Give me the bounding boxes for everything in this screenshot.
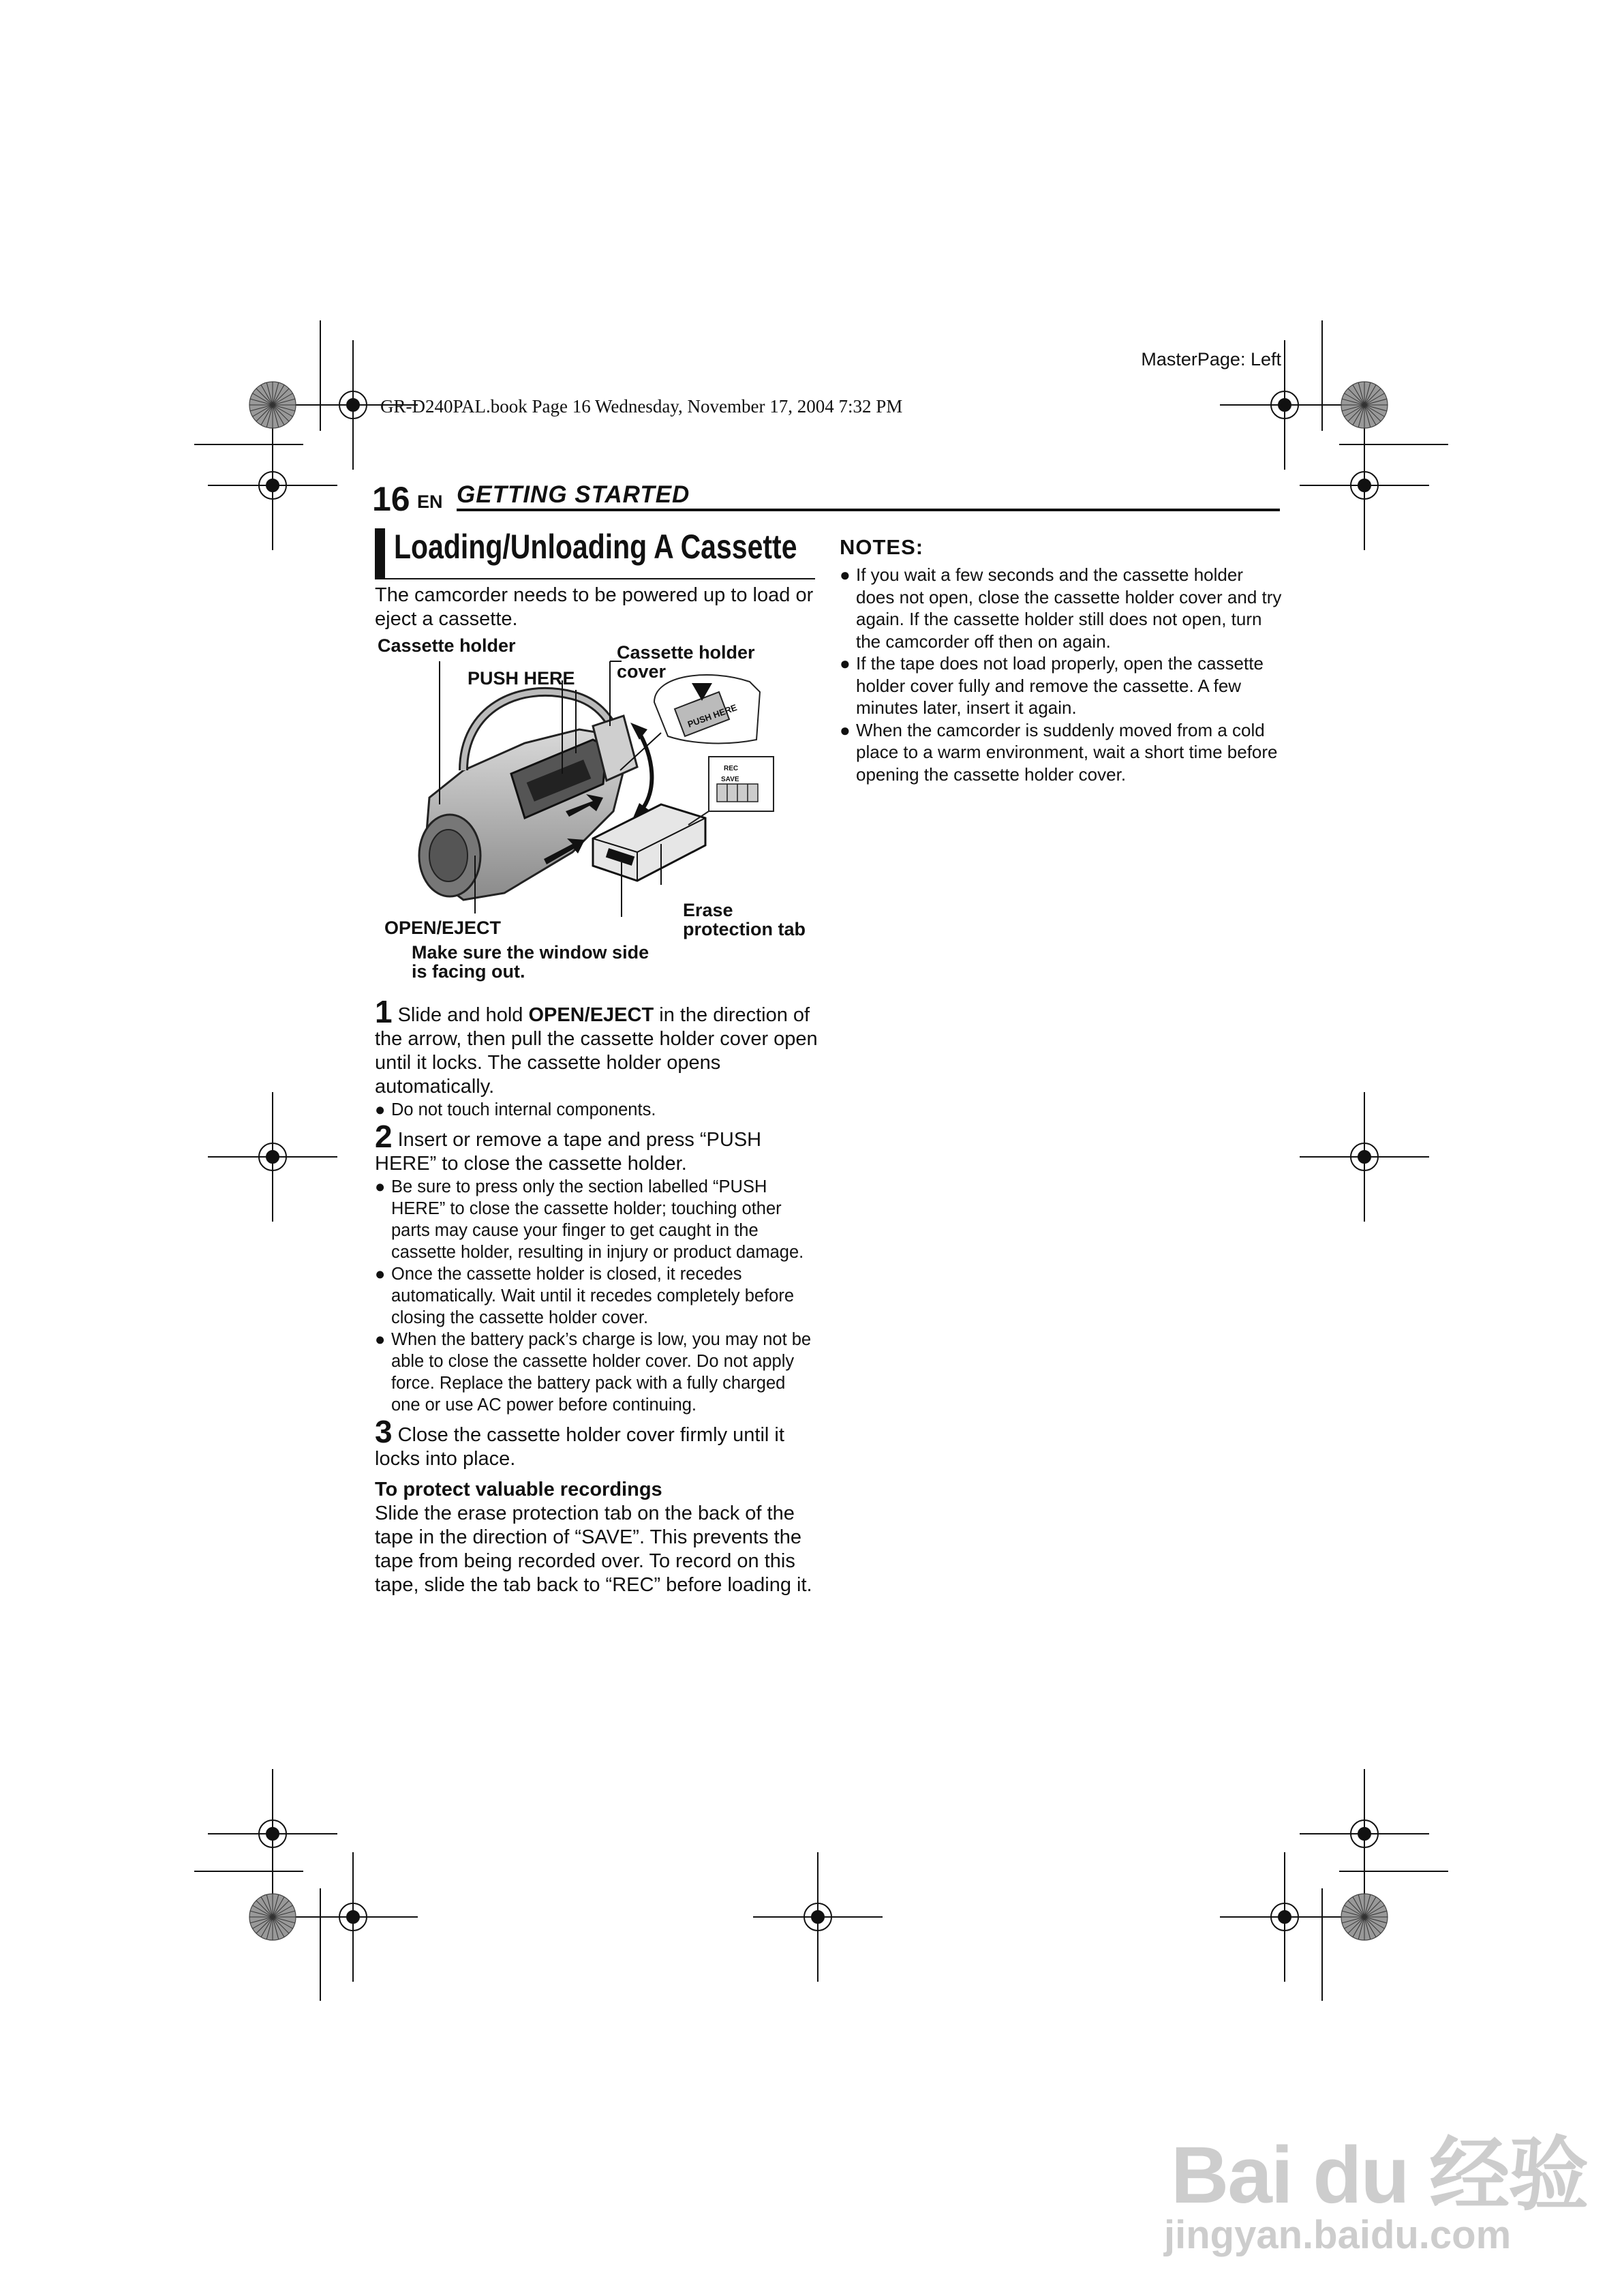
camcorder-illustration (368, 627, 831, 995)
step-3 (375, 1414, 818, 1471)
steps-column (375, 994, 818, 1597)
page-number: 16 (372, 480, 410, 518)
step-1-number: 1 (375, 994, 393, 1029)
language-code: EN (417, 492, 443, 512)
inset-push-here: PUSH HERE (686, 702, 739, 730)
header-rule (457, 509, 1280, 511)
note-item: ● When the camcorder is suddenly moved from a cold place to a warm environment, wait a short time before opening the cassette holder cover. (840, 719, 1278, 785)
step-2-bullet-1: ● Be sure to press only the section labelled “PUSH HERE” to close the cassette holder; touching other parts may cause your finger to get caught in the cassette holder, resulting in injury or product damage. (375, 1177, 804, 1262)
label-erase-line1: Erase (683, 900, 733, 920)
step-1-text-b: in the direction of the arrow, then pull the cassette holder cover open until it locks. The cassette holder opens automatically. (375, 1004, 818, 1098)
step-2-text: Insert or remove a tape and press “PUSH HERE” to close the cassette holder. (375, 1129, 762, 1175)
label-window-line1: Make sure the window side (412, 942, 649, 963)
label-erase-line2: protection tab (683, 919, 806, 939)
intro-text (375, 584, 818, 631)
tab-rec-label: REC (724, 765, 739, 772)
step-1-text-a: Slide and hold (397, 1004, 529, 1026)
label-window-line2: is facing out. (412, 961, 525, 982)
section-title: GETTING STARTED (457, 481, 690, 508)
title-rule (375, 578, 815, 579)
intro-paragraph: The camcorder needs to be powered up to load or eject a cassette. (375, 584, 814, 630)
label-open-eject: OPEN/EJECT (384, 918, 502, 938)
protect-text: Slide the erase protection tab on the back of the tape in the direction of “SAVE”. This prevents the tape from being recorded over. To record on this tape, slide the tab back to “REC” before loading it. (375, 1502, 812, 1596)
title-bar (375, 528, 385, 579)
cassette-figure (368, 627, 831, 995)
book-slug-line: GR-D240PAL.book Page 16 Wednesday, November 17, 2004 7:32 PM (380, 396, 903, 417)
tab-save-label: SAVE (721, 776, 739, 783)
step-2 (375, 1119, 818, 1176)
master-page-label: MasterPage: Left (1141, 349, 1281, 369)
watermark-url: jingyan.baidu.com (1164, 2213, 1512, 2257)
notes-column (840, 535, 1283, 785)
watermark-brand: Bai du 经验 (1171, 2130, 1588, 2220)
label-cassette-holder: Cassette holder (378, 635, 516, 656)
note-item: ● If you wait a few seconds and the cassette holder does not open, close the cassette holder cover and try again. If the cassette holder still does not open, turn the camcorder off then on again. (840, 564, 1282, 652)
notes-title: NOTES: (840, 535, 924, 559)
step-2-number: 2 (375, 1119, 393, 1154)
step-1 (375, 994, 818, 1099)
step-1-bullet: ● Do not touch internal components. (375, 1100, 656, 1119)
step-3-number: 3 (375, 1414, 393, 1449)
step-2-bullet-2: ● Once the cassette holder is closed, it recedes automatically. Wait until it recedes completely before closing the cassette holder cover. (375, 1265, 795, 1327)
note-item: ● If the tape does not load properly, open the cassette holder cover fully and remove the cassette. A few minutes later, insert it again. (840, 653, 1264, 718)
step-3-text: Close the cassette holder cover firmly until it locks into place. (375, 1424, 784, 1470)
label-cover-line1: Cassette holder (617, 642, 755, 663)
page-title: Loading/Unloading A Cassette (394, 528, 797, 566)
protect-heading: To protect valuable recordings (375, 1479, 662, 1500)
label-cover-line2: cover (617, 661, 667, 682)
label-push-here: PUSH HERE (468, 668, 575, 689)
step-2-bullet-3: ● When the battery pack’s charge is low, you may not be able to close the cassette holder cover. Do not apply force. Replace the battery pack with a fully charged one or use AC power before continuing. (375, 1330, 812, 1415)
step-1-text-bold: OPEN/EJECT (528, 1004, 654, 1026)
